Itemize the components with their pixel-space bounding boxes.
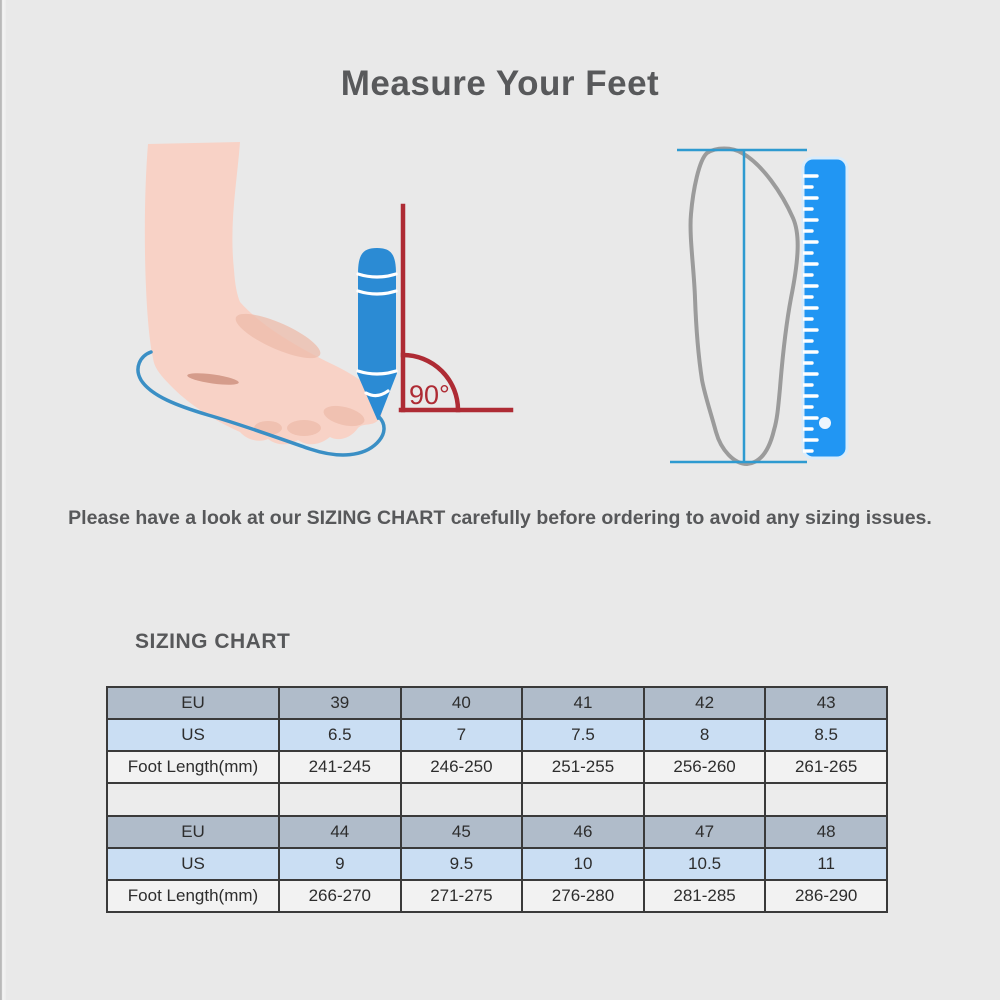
us-size-cell: 9 <box>279 848 401 880</box>
sizing-chart-heading: SIZING CHART <box>135 630 291 653</box>
spacer-cell <box>107 783 279 816</box>
page-title: Measure Your Feet <box>340 64 660 103</box>
sizing-notice: Please have a look at our SIZING CHART carefully before ordering to avoid any sizing issues. <box>68 507 932 529</box>
row-label: US <box>107 848 279 880</box>
eu-size-cell: 41 <box>522 687 644 719</box>
eu-size-cell: 40 <box>401 687 523 719</box>
foot-length-cell: 271-275 <box>401 880 523 912</box>
foot-length-cell: 276-280 <box>522 880 644 912</box>
angle-label: 90° <box>409 380 450 410</box>
us-size-cell: 10.5 <box>644 848 766 880</box>
measure-guide-lines <box>670 150 807 462</box>
eu-size-cell: 42 <box>644 687 766 719</box>
eu-size-cell: 47 <box>644 816 766 848</box>
us-size-cell: 8.5 <box>765 719 887 751</box>
row-label: EU <box>107 816 279 848</box>
spacer-cell <box>279 783 401 816</box>
spacer-cell <box>401 783 523 816</box>
table-row-footlength-2 <box>107 880 887 912</box>
table-row-eu-1 <box>107 687 887 719</box>
foot-length-cell: 281-285 <box>644 880 766 912</box>
eu-size-cell: 39 <box>279 687 401 719</box>
table-row-footlength-1 <box>107 751 887 783</box>
foot-length-cell: 251-255 <box>522 751 644 783</box>
us-size-cell: 8 <box>644 719 766 751</box>
page-left-edge <box>0 0 6 1000</box>
foot-length-cell: 261-265 <box>765 751 887 783</box>
row-label: Foot Length(mm) <box>107 880 279 912</box>
eu-size-cell: 48 <box>765 816 887 848</box>
eu-size-cell: 44 <box>279 816 401 848</box>
foot-length-cell: 266-270 <box>279 880 401 912</box>
us-size-cell: 10 <box>522 848 644 880</box>
row-label: Foot Length(mm) <box>107 751 279 783</box>
table-row-us-2 <box>107 848 887 880</box>
us-size-cell: 6.5 <box>279 719 401 751</box>
eu-size-cell: 43 <box>765 687 887 719</box>
foot-length-cell: 246-250 <box>401 751 523 783</box>
spacer-cell <box>765 783 887 816</box>
us-size-cell: 7.5 <box>522 719 644 751</box>
spacer-cell <box>644 783 766 816</box>
table-row-spacer <box>107 783 887 816</box>
ruler-icon <box>803 158 847 458</box>
us-size-cell: 9.5 <box>401 848 523 880</box>
table-row-us-1 <box>107 719 887 751</box>
foot-length-cell: 256-260 <box>644 751 766 783</box>
eu-size-cell: 45 <box>401 816 523 848</box>
table-row-eu-2 <box>107 816 887 848</box>
us-size-cell: 11 <box>765 848 887 880</box>
foot-shape <box>145 142 382 444</box>
spacer-cell <box>522 783 644 816</box>
row-label: US <box>107 719 279 751</box>
row-label: EU <box>107 687 279 719</box>
eu-size-cell: 46 <box>522 816 644 848</box>
us-size-cell: 7 <box>401 719 523 751</box>
foot-length-cell: 241-245 <box>279 751 401 783</box>
foot-outline-ruler-illustration <box>650 118 880 488</box>
foot-pencil-illustration <box>118 128 538 488</box>
sizing-table <box>106 686 888 913</box>
foot-length-cell: 286-290 <box>765 880 887 912</box>
